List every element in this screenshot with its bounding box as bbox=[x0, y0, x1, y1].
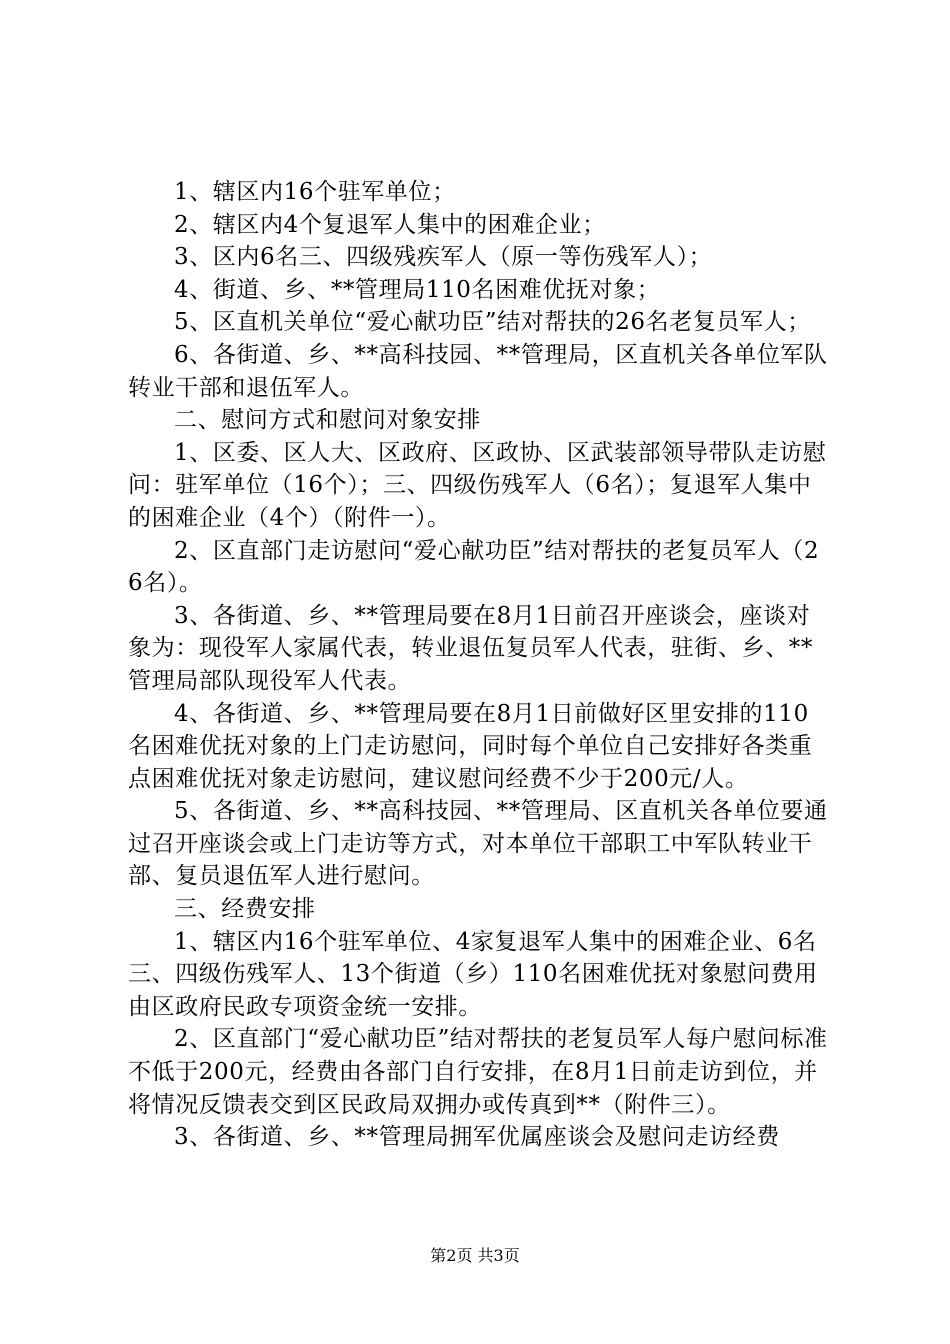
funding-item-3: 3、各街道、乡、**管理局拥军优属座谈会及慰问走访经费 bbox=[174, 1124, 780, 1151]
item-1-military-units: 1、辖区内16个驻军单位； bbox=[174, 179, 456, 205]
funding-item-1: 1、辖区内16个驻军单位、4家复退军人集中的困难企业、6名三、四级伤残军人、13个街道（乡）110名困难优抚对象慰问费用由区政府民政专项资金统一安排。 bbox=[128, 928, 818, 1020]
item-6-transferred-cadres: 6、各街道、乡、**高科技园、**管理局，区直机关各单位军队转业干部和退伍军人。 bbox=[128, 341, 828, 401]
item-2-difficult-enterprises: 2、辖区内4个复退军人集中的困难企业； bbox=[174, 211, 606, 238]
section-heading-visit-arrangement: 二、慰问方式和慰问对象安排 bbox=[174, 407, 481, 434]
funding-item-2: 2、区直部门“爱心献功臣”结对帮扶的老复员军人每户慰问标准不低于200元，经费由各部门自行安排，在8月1日前走访到位，并将情况反馈表交到区民政局双拥办或传真到**（附件三）。 bbox=[128, 1026, 828, 1118]
visit-item-5: 5、各街道、乡、**高科技园、**管理局、区直机关各单位要通过召开座谈会或上门走访等方式，对本单位干部职工中军队转业干部、复员退伍军人进行慰问。 bbox=[128, 798, 828, 890]
item-3-disabled-veterans: 3、区内6名三、四级残疾军人（原一等伤残军人）； bbox=[174, 244, 713, 271]
item-5-retired-veterans: 5、区直机关单位“爱心献功臣”结对帮扶的26名老复员军人； bbox=[174, 309, 811, 336]
visit-item-2: 2、区直部门走访慰问“爱心献功臣”结对帮扶的老复员军人（26名）。 bbox=[128, 537, 820, 597]
visit-item-1: 1、区委、区人大、区政府、区政协、区武装部领导带队走访慰问：驻军单位（16个）；三、四级伤残军人（6名）；复退军人集中的困难企业（4个）（附件一）。 bbox=[128, 439, 827, 531]
page-footer bbox=[0, 1246, 950, 1266]
item-4-priority-recipients: 4、街道、乡、**管理局110名困难优抚对象； bbox=[174, 276, 661, 303]
visit-item-4: 4、各街道、乡、**管理局要在8月1日前做好区里安排的110名困难优抚对象的上门走访慰问，同时每个单位自己安排好各类重点困难优抚对象走访慰问，建议慰问经费不少于200元/人。 bbox=[128, 700, 813, 792]
visit-item-3: 3、各街道、乡、**管理局要在8月1日前召开座谈会，座谈对象为：现役军人家属代表，转业退伍复员军人代表，驻街、乡、**管理局部队现役军人代表。 bbox=[128, 602, 813, 694]
section-heading-funding: 三、经费安排 bbox=[174, 896, 316, 923]
page-number: 第2页 共3页 bbox=[430, 1246, 520, 1265]
document-body bbox=[128, 176, 828, 1154]
